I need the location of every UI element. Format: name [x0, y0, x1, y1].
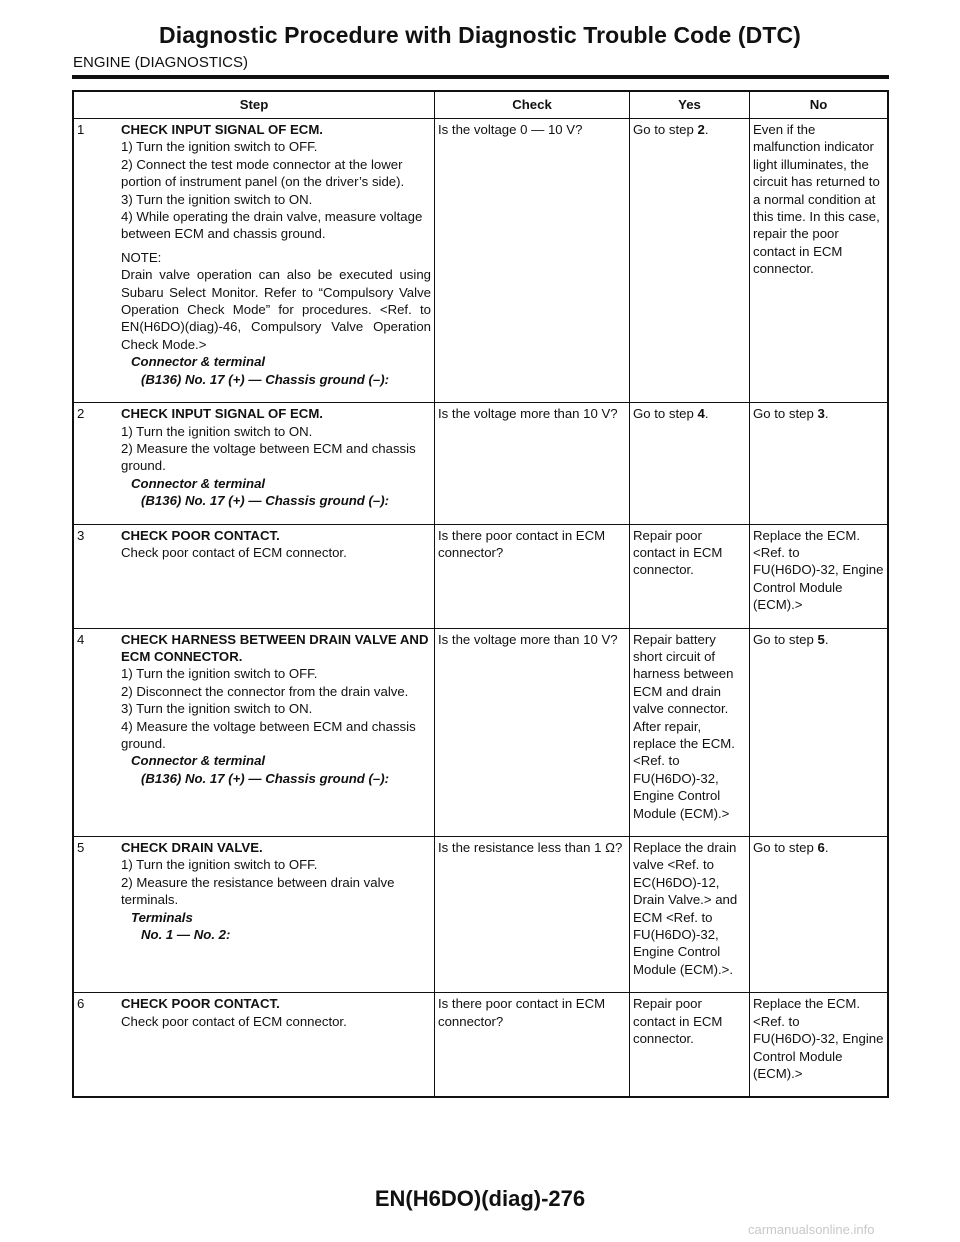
- step-instruction: 1) Turn the ignition switch to OFF.: [121, 666, 318, 682]
- step-instruction: 2) Disconnect the connector from the drain valve.: [121, 683, 409, 699]
- step-title: CHECK HARNESS BETWEEN DRAIN VALVE AND ECM CONNECTOR.: [121, 631, 429, 664]
- step-instruction: 2) Measure the resistance between drain valve terminals.: [121, 874, 395, 908]
- no-cell: Go to step 6.: [750, 837, 889, 993]
- table-row: [73, 628, 888, 836]
- step-cell: [73, 524, 435, 628]
- step-title: CHECK DRAIN VALVE.: [121, 840, 263, 856]
- step-instruction: 1) Turn the ignition switch to ON.: [121, 423, 313, 439]
- spec-value: (B136) No. 17 (+) — Chassis ground (–):: [141, 371, 390, 387]
- table-row: [73, 119, 888, 403]
- yes-cell: Go to step 4.: [630, 403, 750, 524]
- step-title: CHECK POOR CONTACT.: [121, 996, 280, 1012]
- no-cell: Go to step 5.: [750, 628, 889, 836]
- header-rule: [72, 75, 889, 79]
- spec-label: Connector & terminal: [131, 475, 266, 491]
- step-instruction: 2) Measure the voltage between ECM and chassis ground.: [121, 440, 416, 474]
- step-instruction: 1) Turn the ignition switch to OFF.: [121, 139, 318, 155]
- page-title: Diagnostic Procedure with Diagnostic Trouble Code (DTC): [159, 22, 801, 48]
- step-title: CHECK INPUT SIGNAL OF ECM.: [121, 122, 323, 137]
- check-cell: Is the voltage more than 10 V?: [435, 628, 630, 836]
- yes-cell: Repair poor contact in ECM connector.: [630, 993, 750, 1098]
- no-cell: Even if the malfunction indicator light illuminates, the circuit has returned to a normal condition at this time. In this case, repair the poor contact in ECM connector.: [750, 119, 889, 403]
- no-cell: Go to step 3.: [750, 403, 889, 524]
- yes-cell: Replace the drain valve <Ref. to EC(H6DO)-12, Drain Valve.> and ECM <Ref. to FU(H6DO)-32, Engine Control Module (ECM).>.: [630, 837, 750, 993]
- no-cell: Replace the ECM. <Ref. to FU(H6DO)-32, Engine Control Module (ECM).>: [750, 524, 889, 628]
- step-instruction: Check poor contact of ECM connector.: [121, 544, 347, 560]
- spec-label: Terminals: [131, 909, 193, 925]
- check-cell: Is the resistance less than 1 Ω?: [435, 837, 630, 993]
- table-row: [73, 524, 888, 628]
- column-header-no: No: [750, 91, 889, 119]
- section-name: ENGINE (DIAGNOSTICS): [73, 54, 249, 71]
- step-instruction: 3) Turn the ignition switch to ON.: [121, 701, 313, 717]
- check-cell: Is the voltage 0 — 10 V?: [435, 119, 630, 403]
- column-header-yes: Yes: [630, 91, 750, 119]
- table-header-row: [73, 91, 888, 119]
- step-number: 1: [77, 122, 85, 137]
- step-number: 6: [77, 996, 85, 1012]
- step-instruction: 3) Turn the ignition switch to ON.: [121, 191, 313, 207]
- table-row: [73, 837, 888, 993]
- step-title: CHECK POOR CONTACT.: [121, 527, 280, 543]
- spec-value: (B136) No. 17 (+) — Chassis ground (–):: [141, 770, 390, 786]
- table-row: [73, 403, 888, 524]
- page-number: EN(H6DO)(diag)-276: [374, 1186, 586, 1211]
- step-instruction: 2) Connect the test mode connector at the lower portion of instrument panel (on the driver’s side).: [121, 156, 405, 190]
- spec-label: Connector & terminal: [131, 354, 266, 370]
- step-cell: [73, 993, 435, 1098]
- check-cell: Is there poor contact in ECM connector?: [435, 993, 630, 1098]
- step-cell: [73, 837, 435, 993]
- check-cell: Is there poor contact in ECM connector?: [435, 524, 630, 628]
- check-cell: Is the voltage more than 10 V?: [435, 403, 630, 524]
- spec-value: (B136) No. 17 (+) — Chassis ground (–):: [141, 493, 390, 509]
- column-header-check: Check: [435, 91, 630, 119]
- step-number: 4: [77, 631, 85, 647]
- note-text: Drain valve operation can also be executed using Subaru Select Monitor. Refer to “Compulsory Valve Operation Check Mode” for procedures. <Ref. to EN(H6DO)(diag)-46, Compulsory Valve Operation Check Mode.>: [121, 267, 431, 352]
- diagnostic-procedure-table: [72, 90, 889, 1098]
- step-cell: [73, 119, 435, 403]
- step-title: CHECK INPUT SIGNAL OF ECM.: [121, 406, 323, 422]
- column-header-step: Step: [73, 91, 435, 119]
- step-instruction: 1) Turn the ignition switch to OFF.: [121, 857, 318, 873]
- yes-cell: Go to step 2.: [630, 119, 750, 403]
- step-number: 2: [77, 406, 85, 422]
- step-cell: [73, 628, 435, 836]
- step-instruction: 4) Measure the voltage between ECM and chassis ground.: [121, 718, 416, 751]
- table-row: [73, 993, 888, 1098]
- note-label: NOTE:: [121, 249, 162, 265]
- yes-cell: Repair poor contact in ECM connector.: [630, 524, 750, 628]
- step-instruction: 4) While operating the drain valve, measure voltage between ECM and chassis ground.: [121, 209, 423, 242]
- yes-cell: Repair battery short circuit of harness between ECM and drain valve connector. After repair, replace the ECM. <Ref. to FU(H6DO)-32, Engine Control Module (ECM).>: [630, 628, 750, 836]
- spec-label: Connector & terminal: [131, 753, 266, 769]
- no-cell: Replace the ECM. <Ref. to FU(H6DO)-32, Engine Control Module (ECM).>: [750, 993, 889, 1098]
- step-cell: [73, 403, 435, 524]
- step-number: 5: [77, 840, 85, 856]
- step-instruction: Check poor contact of ECM connector.: [121, 1013, 347, 1029]
- spec-value: No. 1 — No. 2:: [141, 927, 231, 943]
- step-number: 3: [77, 527, 85, 543]
- watermark: carmanualsonline.info: [748, 1222, 875, 1237]
